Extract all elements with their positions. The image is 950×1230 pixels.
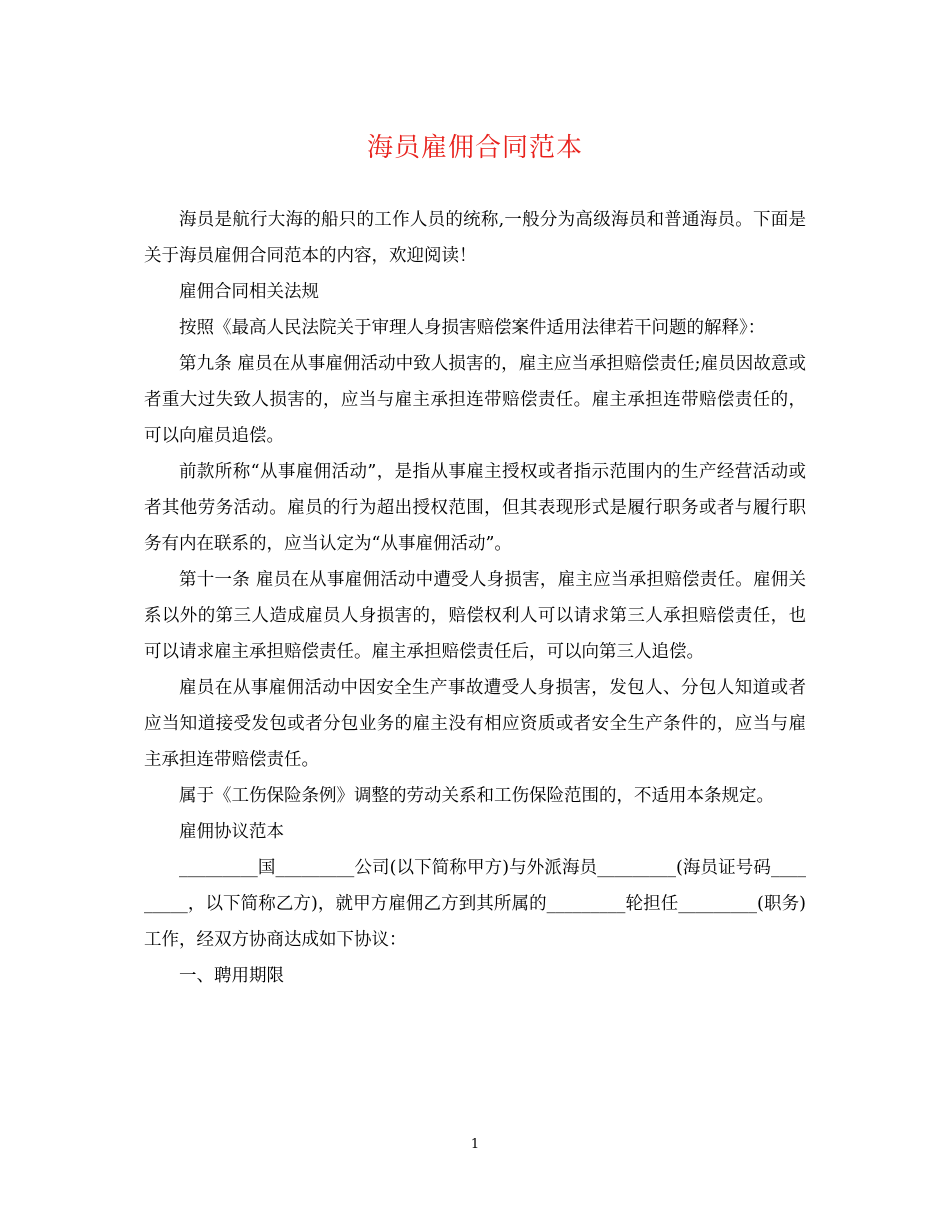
- paragraph-heading-regulations: 雇佣合同相关法规: [179, 282, 319, 302]
- paragraph-safety-accident: 雇员在从事雇佣活动中因安全生产事故遭受人身损害，发包人、分包人知道或者应当知道接受发包或者分包业务的雇主没有相应资质或者安全生产条件的，应当与雇主承担连带赔偿责任。: [144, 678, 806, 770]
- paragraph-heading-agreement: 雇佣协议范本: [179, 822, 284, 842]
- paragraph-employment-activity: 前款所称“从事雇佣活动”，是指从事雇主授权或者指示范围内的生产经营活动或者其他劳务活动。雇员的行为超出授权范围，但其表现形式是履行职务或者与履行职务有内在联系的，应当认定为“从事雇佣活动”。: [144, 462, 806, 554]
- document-body: [144, 202, 806, 994]
- paragraph-article-11: 第十一条 雇员在从事雇佣活动中遭受人身损害，雇主应当承担赔偿责任。雇佣关系以外的第三人造成雇员人身损害的，赔偿权利人可以请求第三人承担赔偿责任，也可以请求雇主承担赔偿责任。雇主承担赔偿责任后，可以向第三人追偿。: [144, 570, 806, 662]
- paragraph-intro: 海员是航行大海的船只的工作人员的统称,一般分为高级海员和普通海员。下面是关于海员雇佣合同范本的内容，欢迎阅读！: [144, 210, 806, 266]
- paragraph-article-9: 第九条 雇员在从事雇佣活动中致人损害的，雇主应当承担赔偿责任;雇员因故意或者重大过失致人损害的，应当与雇主承担连带赔偿责任。雇主承担连带赔偿责任的，可以向雇员追偿。: [144, 354, 806, 446]
- paragraph-work-injury: 属于《工伤保险条例》调整的劳动关系和工伤保险范围的，不适用本条规定。: [179, 786, 774, 806]
- paragraph-interpretation: 按照《最高人民法院关于审理人身损害赔偿案件适用法律若干问题的解释》：: [179, 318, 766, 338]
- page-number: 1: [470, 1137, 480, 1152]
- document-title: 海员雇佣合同范本: [366, 133, 583, 163]
- paragraph-section-1: 一、聘用期限: [179, 966, 284, 986]
- paragraph-agreement-parties: _________国_________公司(以下简称甲方)与外派海员_________(海员证号码_________，以下简称乙方)，就甲方雇佣乙方到其所属的_________轮担任_________(职务)工作，经双方协商达成如下协议：: [144, 858, 806, 950]
